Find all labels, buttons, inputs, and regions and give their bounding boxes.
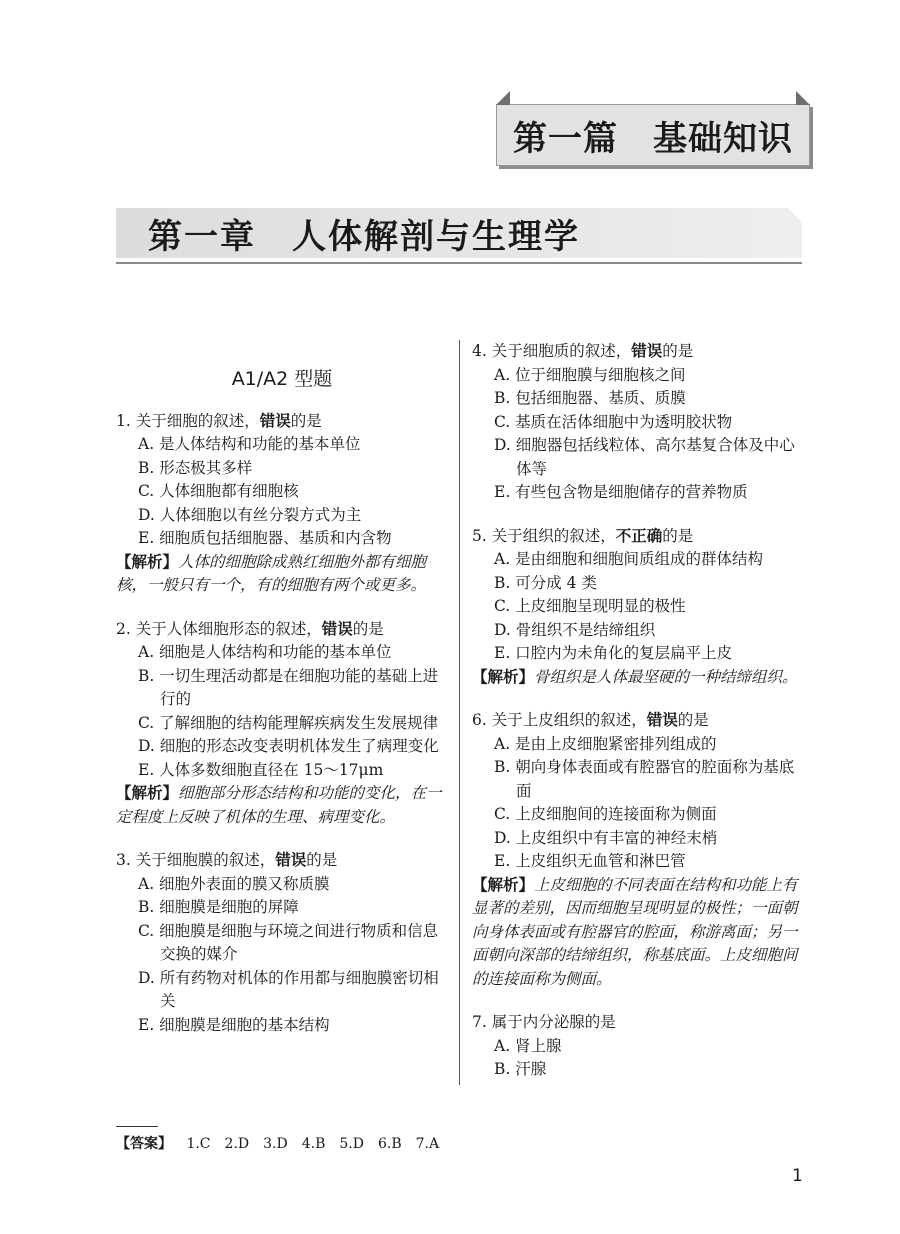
question-stem-emphasis: 错误	[321, 619, 353, 638]
explanation-text: 骨组织是人体最坚硬的一种结缔组织。	[534, 667, 798, 686]
explanation-label: 【解析】	[472, 667, 535, 686]
question-number: 7.	[472, 1013, 487, 1031]
answer-option: B. 可分成 4 类	[494, 573, 597, 592]
questions-left	[116, 410, 448, 1038]
question-stem-text: 关于细胞膜的叙述，	[135, 851, 276, 869]
question-block	[472, 340, 806, 505]
answer-option: E. 口腔内为未角化的复层扁平上皮	[494, 644, 733, 662]
answer-option: D. 所有药物对机体的作用都与细胞膜密切相关	[138, 968, 439, 1010]
question-stem-text: 关于人体细胞形态的叙述，	[135, 619, 322, 638]
question-stem-tail: 的是	[306, 851, 338, 869]
answer-option: E. 有些包含物是细胞储存的营养物质	[494, 483, 748, 501]
answer-option: C. 基质在活体细胞中为透明胶状物	[494, 412, 733, 431]
question-number: 6.	[472, 711, 487, 729]
explanation-label: 【解析】	[116, 784, 179, 802]
answer-option: C. 上皮细胞间的连接面称为侧面	[494, 805, 717, 823]
part-title: 第一篇 基础知识	[513, 118, 793, 159]
answer-option: B. 汗腺	[494, 1060, 547, 1078]
answer-option: A. 位于细胞膜与细胞核之间	[494, 365, 686, 384]
question-stem	[116, 410, 448, 434]
question-stem-text: 关于细胞质的叙述，	[491, 342, 632, 360]
question-block	[472, 525, 806, 690]
question-stem-emphasis: 错误	[631, 342, 663, 360]
answer-option: B. 包括细胞器、基质、质膜	[494, 389, 686, 407]
answer-option: E. 人体多数细胞直径在 15～17μm	[138, 760, 384, 779]
answer-option: C. 人体细胞都有细胞核	[138, 482, 299, 500]
question-stem	[472, 340, 806, 364]
answer-option: C. 了解细胞的结构能理解疾病发生发展规律	[138, 713, 439, 732]
left-column	[116, 340, 448, 1057]
chapter-rule	[116, 262, 802, 264]
question-stem-tail: 的是	[290, 411, 322, 430]
section-title: A1/A2 型题	[231, 368, 333, 390]
explanation-text: 上皮细胞的不同表面在结构和功能上有显著的差别，因而细胞呈现明显的极性；一面朝向身体表面或有腔器官的腔面，称游离面；另一面朝向深部的结缔组织，称基底面。上皮细胞间的连接面称为侧面。	[472, 875, 798, 988]
question-stem	[116, 849, 448, 873]
question-stem-tail: 的是	[662, 342, 694, 360]
answer-option: D. 细胞器包括线粒体、高尔基复合体及中心体等	[494, 436, 795, 478]
answer-option: D. 人体细胞以有丝分裂方式为主	[138, 505, 362, 524]
explanation-text: 细胞部分形态结构和功能的变化，在一定程度上反映了机体的生理、病理变化。	[116, 784, 442, 826]
question-stem	[472, 709, 806, 733]
question-block	[116, 618, 448, 830]
answer-key-item: 3.D	[263, 1136, 288, 1152]
question-stem-emphasis: 错误	[275, 851, 307, 869]
answer-option: D. 上皮组织中有丰富的神经末梢	[494, 828, 718, 847]
answer-option: B. 形态极其多样	[138, 458, 253, 477]
answer-option: C. 上皮细胞呈现明显的极性	[494, 597, 686, 615]
question-block	[472, 709, 806, 991]
answer-option: A. 肾上腺	[494, 1036, 562, 1055]
answer-option: B. 一切生理活动都是在细胞功能的基础上进行的	[138, 666, 439, 708]
answer-option: E. 细胞膜是细胞的基本结构	[138, 1015, 330, 1034]
question-stem	[116, 618, 448, 642]
footnote-rule	[116, 1126, 158, 1127]
answer-option: A. 细胞是人体结构和功能的基本单位	[138, 643, 392, 661]
question-stem-emphasis: 错误	[646, 711, 678, 729]
right-column	[472, 340, 806, 1102]
answer-key-item: 7.A	[415, 1136, 440, 1152]
question-number: 4.	[472, 342, 487, 360]
question-block	[472, 1011, 806, 1082]
answer-option: E. 上皮组织无血管和淋巴管	[494, 852, 686, 870]
answer-option: A. 是人体结构和功能的基本单位	[138, 435, 361, 453]
column-divider	[459, 340, 460, 1085]
answer-option: B. 细胞膜是细胞的屏障	[138, 898, 299, 916]
answer-key-list	[186, 1136, 453, 1152]
explanation	[472, 666, 806, 690]
question-number: 1.	[116, 411, 131, 430]
answer-option: B. 朝向身体表面或有腔器官的腔面称为基底面	[494, 758, 795, 800]
answer-option: A. 是由细胞和细胞间质组成的群体结构	[494, 550, 764, 568]
question-number: 2.	[116, 619, 131, 638]
explanation-label: 【解析】	[472, 875, 535, 894]
part-title-banner	[496, 104, 810, 166]
answer-key-item: 4.B	[301, 1136, 326, 1152]
page-number: 1	[792, 1166, 803, 1186]
explanation-label: 【解析】	[116, 552, 179, 571]
answer-key-item: 6.B	[377, 1136, 402, 1152]
question-stem	[472, 1011, 806, 1035]
explanation	[116, 782, 448, 829]
question-stem-tail: 的是	[662, 526, 694, 545]
question-block	[116, 410, 448, 598]
chapter-title-banner	[116, 208, 802, 258]
question-block	[116, 849, 448, 1037]
answer-option: A. 细胞外表面的膜又称质膜	[138, 874, 330, 893]
answer-option: E. 细胞质包括细胞器、基质和内含物	[138, 529, 392, 547]
answer-option: A. 是由上皮细胞紧密排列组成的	[494, 734, 717, 753]
answer-key	[116, 1133, 453, 1153]
question-stem-text: 关于上皮组织的叙述，	[491, 711, 647, 729]
answer-key-label: 【答案】	[116, 1136, 172, 1152]
question-stem-tail: 的是	[677, 711, 709, 729]
answer-option: C. 细胞膜是细胞与环境之间进行物质和信息交换的媒介	[138, 921, 439, 963]
explanation	[472, 874, 806, 992]
answer-key-item: 5.D	[339, 1136, 364, 1152]
question-stem-text: 属于内分泌腺的是	[491, 1013, 616, 1031]
question-number: 5.	[472, 526, 487, 545]
answer-option: D. 细胞的形态改变表明机体发生了病理变化	[138, 737, 439, 755]
explanation-text: 人体的细胞除成熟红细胞外都有细胞核，一般只有一个，有的细胞有两个或更多。	[116, 552, 427, 594]
questions-right	[472, 340, 806, 1082]
chapter-title: 第一章 人体解剖与生理学	[148, 216, 580, 257]
question-stem-text: 关于细胞的叙述，	[135, 411, 260, 430]
question-stem-emphasis: 不正确	[615, 526, 663, 545]
answer-option: D. 骨组织不是结缔组织	[494, 620, 656, 639]
question-stem-emphasis: 错误	[259, 411, 291, 430]
question-number: 3.	[116, 851, 131, 869]
question-stem	[472, 525, 806, 549]
answer-key-item: 2.D	[224, 1136, 250, 1152]
explanation	[116, 551, 448, 598]
question-stem-text: 关于组织的叙述，	[491, 526, 616, 545]
answer-key-item: 1.C	[186, 1136, 211, 1152]
question-stem-tail: 的是	[352, 619, 384, 638]
